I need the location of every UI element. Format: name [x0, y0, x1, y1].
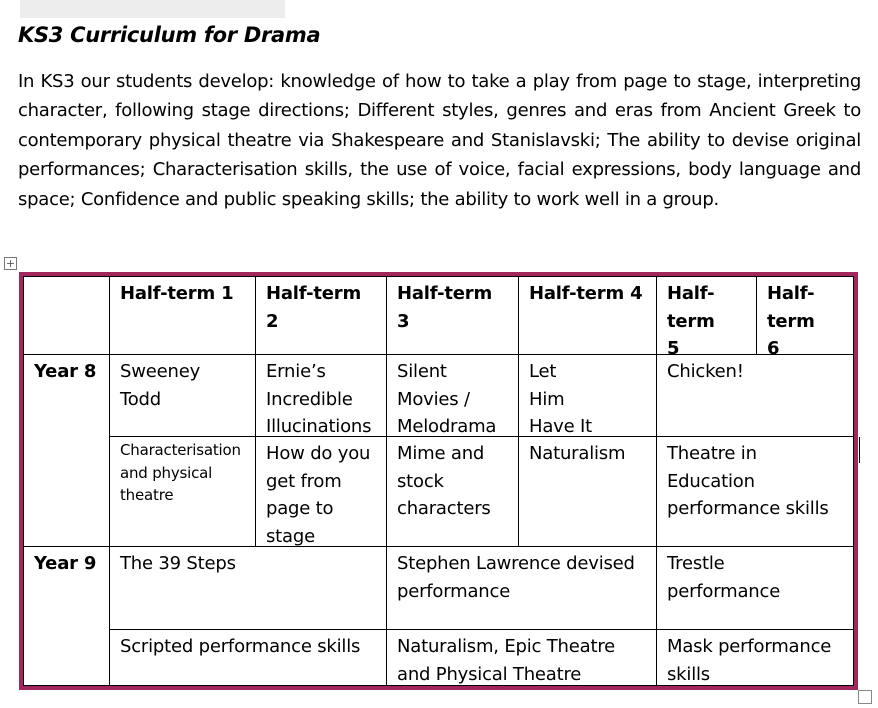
- year9-ht12-topic: The 39 Steps: [109, 546, 387, 630]
- year8-ht4-topic: Let Him Have It: [518, 354, 657, 437]
- year9-ht34-topic: Stephen Lawrence devised performance: [386, 546, 657, 630]
- resize-square-icon[interactable]: [858, 690, 872, 704]
- year-9-label: Year 9: [23, 546, 110, 686]
- text-cursor: [859, 437, 860, 463]
- move-cross-icon[interactable]: +: [5, 257, 16, 270]
- year8-ht56-skill: Theatre in Education performance skills: [656, 436, 854, 547]
- top-margin-bar: [20, 0, 285, 18]
- intro-paragraph: In KS3 our students develop: knowledge of how to take a play from page to stage, interpreting character, following stage directions; Different styles, genres and eras from Ancient Greek to contemporary physical theatre via Shakespeare and Stanislavski; The ability to devise original performances; Characterisation skills, the use of voice, facial expressions, body language and space; Confidence and public speaking skills; the ability to work well in a group.: [18, 71, 861, 210]
- header-half-term-4: Half-term 4: [518, 276, 657, 355]
- document-title: KS3 Curriculum for Drama: [18, 23, 321, 47]
- year8-ht1-skill: Characterisation and physical theatre: [109, 436, 256, 547]
- year8-ht56-topic: Chicken!: [656, 354, 854, 437]
- year8-ht4-skill: Naturalism: [518, 436, 657, 547]
- year9-ht12-skill: Scripted performance skills: [109, 629, 387, 686]
- year-8-label: Year 8: [23, 354, 110, 547]
- year9-ht34-skill: Naturalism, Epic Theatre and Physical Theatre: [386, 629, 657, 686]
- curriculum-table: [19, 272, 858, 690]
- header-half-term-3: Half-term 3: [386, 276, 519, 355]
- header-half-term-5: Half-term 5: [656, 276, 757, 355]
- year9-ht56-skill: Mask performance skills: [656, 629, 854, 686]
- year9-ht56-topic: Trestle performance: [656, 546, 854, 630]
- year8-ht3-skill: Mime and stock characters: [386, 436, 519, 547]
- year8-ht2-topic: Ernie’s Incredible Illucinations: [255, 354, 387, 437]
- empty-corner-cell: [23, 276, 110, 355]
- header-half-term-2: Half-term 2: [255, 276, 387, 355]
- year8-ht3-topic: Silent Movies / Melodrama: [386, 354, 519, 437]
- header-half-term-1: Half-term 1: [109, 276, 256, 355]
- year8-ht1-topic: Sweeney Todd: [109, 354, 256, 437]
- year8-ht2-skill: How do you get from page to stage: [255, 436, 387, 547]
- header-half-term-6: Half-term 6: [756, 276, 854, 355]
